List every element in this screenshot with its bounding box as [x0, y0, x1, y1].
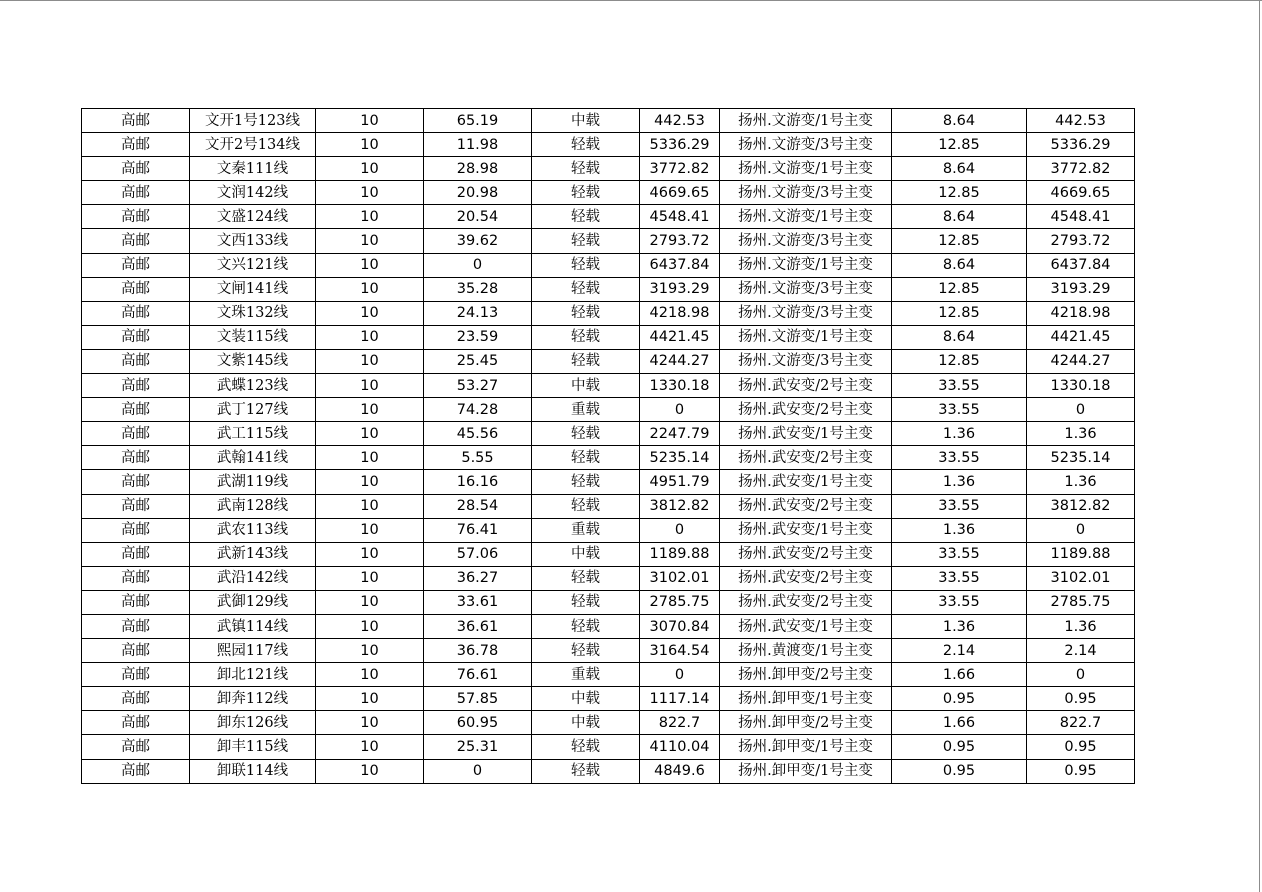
- load-status-cell: 重载: [532, 663, 640, 687]
- district-cell: 高邮: [82, 325, 190, 349]
- available-capacity-cell: 3164.54: [640, 639, 720, 663]
- voltage-cell: 10: [316, 446, 424, 470]
- open-capacity-cell: 1189.88: [1027, 542, 1135, 566]
- transformer-cell: 扬州.黄渡变/1号主变: [720, 639, 892, 663]
- voltage-cell: 10: [316, 759, 424, 783]
- page-right-border: [1259, 0, 1260, 892]
- feeder-line-cell: 武沿142线: [190, 566, 316, 590]
- load-status-cell: 轻载: [532, 759, 640, 783]
- district-cell: 高邮: [82, 253, 190, 277]
- table-row: [82, 157, 1135, 181]
- open-capacity-cell: 442.53: [1027, 109, 1135, 133]
- load-rate-cell: 28.54: [424, 494, 532, 518]
- voltage-cell: 10: [316, 422, 424, 446]
- load-status-cell: 轻载: [532, 349, 640, 373]
- voltage-cell: 10: [316, 614, 424, 638]
- voltage-cell: 10: [316, 494, 424, 518]
- open-capacity-cell: 2793.72: [1027, 229, 1135, 253]
- voltage-cell: 10: [316, 566, 424, 590]
- transformer-cell: 扬州.武安变/2号主变: [720, 590, 892, 614]
- load-status-cell: 轻载: [532, 494, 640, 518]
- available-capacity-cell: 4951.79: [640, 470, 720, 494]
- load-status-cell: 轻载: [532, 301, 640, 325]
- load-status-cell: 重载: [532, 518, 640, 542]
- feeder-line-cell: 卸北121线: [190, 663, 316, 687]
- transformer-cell: 扬州.卸甲变/1号主变: [720, 735, 892, 759]
- table-row: [82, 422, 1135, 446]
- load-status-cell: 轻载: [532, 590, 640, 614]
- load-status-cell: 轻载: [532, 422, 640, 446]
- table-row: [82, 735, 1135, 759]
- voltage-cell: 10: [316, 157, 424, 181]
- district-cell: 高邮: [82, 542, 190, 566]
- table-row: [82, 446, 1135, 470]
- transformer-cell: 扬州.文游变/3号主变: [720, 301, 892, 325]
- load-status-cell: 轻载: [532, 566, 640, 590]
- transformer-cell: 扬州.文游变/1号主变: [720, 325, 892, 349]
- load-status-cell: 中载: [532, 374, 640, 398]
- voltage-cell: 10: [316, 349, 424, 373]
- district-cell: 高邮: [82, 735, 190, 759]
- transformer-margin-cell: 1.36: [892, 614, 1027, 638]
- table-row: [82, 566, 1135, 590]
- voltage-cell: 10: [316, 663, 424, 687]
- load-status-cell: 轻载: [532, 470, 640, 494]
- voltage-cell: 10: [316, 470, 424, 494]
- transformer-margin-cell: 8.64: [892, 253, 1027, 277]
- transformer-cell: 扬州.文游变/1号主变: [720, 109, 892, 133]
- load-status-cell: 轻载: [532, 133, 640, 157]
- transformer-cell: 扬州.武安变/1号主变: [720, 470, 892, 494]
- table-row: [82, 133, 1135, 157]
- load-status-cell: 轻载: [532, 205, 640, 229]
- feeder-line-cell: 武工115线: [190, 422, 316, 446]
- load-rate-cell: 65.19: [424, 109, 532, 133]
- transformer-margin-cell: 0.95: [892, 687, 1027, 711]
- transformer-margin-cell: 8.64: [892, 109, 1027, 133]
- load-rate-cell: 45.56: [424, 422, 532, 446]
- transformer-cell: 扬州.卸甲变/1号主变: [720, 687, 892, 711]
- feeder-line-cell: 武南128线: [190, 494, 316, 518]
- feeder-line-cell: 熙园117线: [190, 639, 316, 663]
- district-cell: 高邮: [82, 687, 190, 711]
- district-cell: 高邮: [82, 229, 190, 253]
- transformer-margin-cell: 1.66: [892, 663, 1027, 687]
- load-rate-cell: 0: [424, 253, 532, 277]
- available-capacity-cell: 3193.29: [640, 277, 720, 301]
- table-row: [82, 301, 1135, 325]
- feeder-line-cell: 文西133线: [190, 229, 316, 253]
- voltage-cell: 10: [316, 518, 424, 542]
- table-row: [82, 639, 1135, 663]
- district-cell: 高邮: [82, 157, 190, 181]
- table-row: [82, 542, 1135, 566]
- transformer-margin-cell: 8.64: [892, 325, 1027, 349]
- voltage-cell: 10: [316, 711, 424, 735]
- district-cell: 高邮: [82, 301, 190, 325]
- district-cell: 高邮: [82, 133, 190, 157]
- district-cell: 高邮: [82, 181, 190, 205]
- voltage-cell: 10: [316, 639, 424, 663]
- available-capacity-cell: 2793.72: [640, 229, 720, 253]
- table-row: [82, 494, 1135, 518]
- load-rate-cell: 24.13: [424, 301, 532, 325]
- district-cell: 高邮: [82, 639, 190, 663]
- district-cell: 高邮: [82, 349, 190, 373]
- open-capacity-cell: 6437.84: [1027, 253, 1135, 277]
- load-rate-cell: 76.41: [424, 518, 532, 542]
- available-capacity-cell: 1330.18: [640, 374, 720, 398]
- load-status-cell: 中载: [532, 542, 640, 566]
- transformer-margin-cell: 12.85: [892, 301, 1027, 325]
- load-rate-cell: 35.28: [424, 277, 532, 301]
- transformer-cell: 扬州.武安变/2号主变: [720, 446, 892, 470]
- transformer-margin-cell: 8.64: [892, 157, 1027, 181]
- feeder-line-cell: 武农113线: [190, 518, 316, 542]
- transformer-margin-cell: 33.55: [892, 398, 1027, 422]
- transformer-margin-cell: 33.55: [892, 566, 1027, 590]
- voltage-cell: 10: [316, 687, 424, 711]
- available-capacity-cell: 5235.14: [640, 446, 720, 470]
- transformer-cell: 扬州.武安变/2号主变: [720, 542, 892, 566]
- available-capacity-cell: 4849.6: [640, 759, 720, 783]
- transformer-margin-cell: 33.55: [892, 590, 1027, 614]
- open-capacity-cell: 2.14: [1027, 639, 1135, 663]
- transformer-margin-cell: 33.55: [892, 374, 1027, 398]
- load-rate-cell: 57.06: [424, 542, 532, 566]
- feeder-load-table: [81, 108, 1135, 784]
- table-row: [82, 109, 1135, 133]
- feeder-line-cell: 武丁127线: [190, 398, 316, 422]
- load-status-cell: 中载: [532, 687, 640, 711]
- table-row: [82, 398, 1135, 422]
- open-capacity-cell: 1.36: [1027, 614, 1135, 638]
- voltage-cell: 10: [316, 590, 424, 614]
- feeder-line-cell: 文秦111线: [190, 157, 316, 181]
- load-rate-cell: 60.95: [424, 711, 532, 735]
- open-capacity-cell: 3102.01: [1027, 566, 1135, 590]
- transformer-margin-cell: 1.66: [892, 711, 1027, 735]
- district-cell: 高邮: [82, 711, 190, 735]
- open-capacity-cell: 3812.82: [1027, 494, 1135, 518]
- transformer-margin-cell: 12.85: [892, 277, 1027, 301]
- available-capacity-cell: 3812.82: [640, 494, 720, 518]
- feeder-line-cell: 卸东126线: [190, 711, 316, 735]
- transformer-cell: 扬州.卸甲变/2号主变: [720, 663, 892, 687]
- voltage-cell: 10: [316, 109, 424, 133]
- transformer-cell: 扬州.武安变/2号主变: [720, 398, 892, 422]
- district-cell: 高邮: [82, 494, 190, 518]
- table-row: [82, 687, 1135, 711]
- available-capacity-cell: 1117.14: [640, 687, 720, 711]
- open-capacity-cell: 1.36: [1027, 422, 1135, 446]
- feeder-line-cell: 武翰141线: [190, 446, 316, 470]
- table-row: [82, 205, 1135, 229]
- load-rate-cell: 76.61: [424, 663, 532, 687]
- open-capacity-cell: 5336.29: [1027, 133, 1135, 157]
- transformer-cell: 扬州.武安变/1号主变: [720, 614, 892, 638]
- available-capacity-cell: 4244.27: [640, 349, 720, 373]
- transformer-margin-cell: 0.95: [892, 759, 1027, 783]
- voltage-cell: 10: [316, 277, 424, 301]
- voltage-cell: 10: [316, 398, 424, 422]
- transformer-cell: 扬州.文游变/1号主变: [720, 253, 892, 277]
- transformer-cell: 扬州.文游变/3号主变: [720, 349, 892, 373]
- available-capacity-cell: 3102.01: [640, 566, 720, 590]
- load-rate-cell: 74.28: [424, 398, 532, 422]
- table-row: [82, 277, 1135, 301]
- available-capacity-cell: 4548.41: [640, 205, 720, 229]
- transformer-margin-cell: 12.85: [892, 349, 1027, 373]
- transformer-cell: 扬州.文游变/3号主变: [720, 229, 892, 253]
- district-cell: 高邮: [82, 566, 190, 590]
- load-status-cell: 轻载: [532, 181, 640, 205]
- table-row: [82, 181, 1135, 205]
- transformer-cell: 扬州.文游变/3号主变: [720, 181, 892, 205]
- voltage-cell: 10: [316, 133, 424, 157]
- transformer-margin-cell: 12.85: [892, 181, 1027, 205]
- load-rate-cell: 25.31: [424, 735, 532, 759]
- available-capacity-cell: 4421.45: [640, 325, 720, 349]
- load-rate-cell: 11.98: [424, 133, 532, 157]
- open-capacity-cell: 3772.82: [1027, 157, 1135, 181]
- available-capacity-cell: 4218.98: [640, 301, 720, 325]
- feeder-line-cell: 武新143线: [190, 542, 316, 566]
- transformer-cell: 扬州.卸甲变/2号主变: [720, 711, 892, 735]
- district-cell: 高邮: [82, 759, 190, 783]
- load-status-cell: 轻载: [532, 277, 640, 301]
- transformer-margin-cell: 8.64: [892, 205, 1027, 229]
- voltage-cell: 10: [316, 253, 424, 277]
- available-capacity-cell: 442.53: [640, 109, 720, 133]
- load-rate-cell: 20.98: [424, 181, 532, 205]
- open-capacity-cell: 4548.41: [1027, 205, 1135, 229]
- table-row: [82, 325, 1135, 349]
- transformer-margin-cell: 33.55: [892, 542, 1027, 566]
- table-row: [82, 374, 1135, 398]
- load-rate-cell: 16.16: [424, 470, 532, 494]
- district-cell: 高邮: [82, 422, 190, 446]
- transformer-margin-cell: 12.85: [892, 133, 1027, 157]
- available-capacity-cell: 6437.84: [640, 253, 720, 277]
- table-row: [82, 349, 1135, 373]
- feeder-line-cell: 卸丰115线: [190, 735, 316, 759]
- available-capacity-cell: 1189.88: [640, 542, 720, 566]
- load-status-cell: 中载: [532, 711, 640, 735]
- load-status-cell: 轻载: [532, 735, 640, 759]
- table-row: [82, 614, 1135, 638]
- open-capacity-cell: 0.95: [1027, 735, 1135, 759]
- open-capacity-cell: 0: [1027, 663, 1135, 687]
- transformer-cell: 扬州.武安变/2号主变: [720, 566, 892, 590]
- available-capacity-cell: 3070.84: [640, 614, 720, 638]
- transformer-margin-cell: 33.55: [892, 446, 1027, 470]
- feeder-line-cell: 文闸141线: [190, 277, 316, 301]
- feeder-line-cell: 武御129线: [190, 590, 316, 614]
- available-capacity-cell: 822.7: [640, 711, 720, 735]
- feeder-line-cell: 卸奔112线: [190, 687, 316, 711]
- transformer-cell: 扬州.文游变/3号主变: [720, 133, 892, 157]
- voltage-cell: 10: [316, 325, 424, 349]
- load-status-cell: 轻载: [532, 157, 640, 181]
- load-rate-cell: 36.78: [424, 639, 532, 663]
- available-capacity-cell: 4110.04: [640, 735, 720, 759]
- voltage-cell: 10: [316, 542, 424, 566]
- open-capacity-cell: 4669.65: [1027, 181, 1135, 205]
- available-capacity-cell: 0: [640, 518, 720, 542]
- load-rate-cell: 28.98: [424, 157, 532, 181]
- open-capacity-cell: 1.36: [1027, 470, 1135, 494]
- transformer-cell: 扬州.文游变/1号主变: [720, 205, 892, 229]
- feeder-line-cell: 武湖119线: [190, 470, 316, 494]
- open-capacity-cell: 3193.29: [1027, 277, 1135, 301]
- load-status-cell: 轻载: [532, 446, 640, 470]
- load-rate-cell: 36.61: [424, 614, 532, 638]
- open-capacity-cell: 4244.27: [1027, 349, 1135, 373]
- feeder-line-cell: 武蝶123线: [190, 374, 316, 398]
- transformer-margin-cell: 0.95: [892, 735, 1027, 759]
- load-status-cell: 中载: [532, 109, 640, 133]
- available-capacity-cell: 3772.82: [640, 157, 720, 181]
- transformer-cell: 扬州.卸甲变/1号主变: [720, 759, 892, 783]
- open-capacity-cell: 5235.14: [1027, 446, 1135, 470]
- voltage-cell: 10: [316, 374, 424, 398]
- page-top-border: [0, 0, 1262, 1]
- load-rate-cell: 57.85: [424, 687, 532, 711]
- available-capacity-cell: 2247.79: [640, 422, 720, 446]
- table-row: [82, 759, 1135, 783]
- voltage-cell: 10: [316, 181, 424, 205]
- load-rate-cell: 53.27: [424, 374, 532, 398]
- table-row: [82, 229, 1135, 253]
- voltage-cell: 10: [316, 735, 424, 759]
- district-cell: 高邮: [82, 446, 190, 470]
- transformer-margin-cell: 1.36: [892, 470, 1027, 494]
- transformer-cell: 扬州.文游变/3号主变: [720, 277, 892, 301]
- feeder-line-cell: 文装115线: [190, 325, 316, 349]
- available-capacity-cell: 4669.65: [640, 181, 720, 205]
- feeder-line-cell: 文开1号123线: [190, 109, 316, 133]
- voltage-cell: 10: [316, 229, 424, 253]
- load-rate-cell: 39.62: [424, 229, 532, 253]
- transformer-cell: 扬州.武安变/2号主变: [720, 374, 892, 398]
- transformer-cell: 扬州.武安变/2号主变: [720, 494, 892, 518]
- available-capacity-cell: 5336.29: [640, 133, 720, 157]
- transformer-margin-cell: 33.55: [892, 494, 1027, 518]
- transformer-cell: 扬州.武安变/1号主变: [720, 422, 892, 446]
- table-row: [82, 663, 1135, 687]
- open-capacity-cell: 4421.45: [1027, 325, 1135, 349]
- table-row: [82, 711, 1135, 735]
- voltage-cell: 10: [316, 301, 424, 325]
- load-rate-cell: 5.55: [424, 446, 532, 470]
- load-rate-cell: 23.59: [424, 325, 532, 349]
- feeder-line-cell: 文兴121线: [190, 253, 316, 277]
- load-status-cell: 轻载: [532, 639, 640, 663]
- feeder-line-cell: 文盛124线: [190, 205, 316, 229]
- open-capacity-cell: 0.95: [1027, 687, 1135, 711]
- load-rate-cell: 0: [424, 759, 532, 783]
- available-capacity-cell: 0: [640, 663, 720, 687]
- available-capacity-cell: 0: [640, 398, 720, 422]
- open-capacity-cell: 1330.18: [1027, 374, 1135, 398]
- feeder-line-cell: 武镇114线: [190, 614, 316, 638]
- district-cell: 高邮: [82, 518, 190, 542]
- district-cell: 高邮: [82, 590, 190, 614]
- feeder-line-cell: 卸联114线: [190, 759, 316, 783]
- load-rate-cell: 36.27: [424, 566, 532, 590]
- table-row: [82, 253, 1135, 277]
- transformer-margin-cell: 1.36: [892, 518, 1027, 542]
- feeder-line-cell: 文珠132线: [190, 301, 316, 325]
- load-status-cell: 轻载: [532, 229, 640, 253]
- district-cell: 高邮: [82, 470, 190, 494]
- transformer-margin-cell: 1.36: [892, 422, 1027, 446]
- load-status-cell: 重载: [532, 398, 640, 422]
- table-row: [82, 590, 1135, 614]
- feeder-line-cell: 文开2号134线: [190, 133, 316, 157]
- load-rate-cell: 20.54: [424, 205, 532, 229]
- voltage-cell: 10: [316, 205, 424, 229]
- available-capacity-cell: 2785.75: [640, 590, 720, 614]
- transformer-cell: 扬州.文游变/1号主变: [720, 157, 892, 181]
- load-rate-cell: 33.61: [424, 590, 532, 614]
- open-capacity-cell: 0: [1027, 398, 1135, 422]
- feeder-line-cell: 文润142线: [190, 181, 316, 205]
- load-status-cell: 轻载: [532, 614, 640, 638]
- load-status-cell: 轻载: [532, 325, 640, 349]
- open-capacity-cell: 0: [1027, 518, 1135, 542]
- open-capacity-cell: 2785.75: [1027, 590, 1135, 614]
- open-capacity-cell: 4218.98: [1027, 301, 1135, 325]
- district-cell: 高邮: [82, 374, 190, 398]
- district-cell: 高邮: [82, 663, 190, 687]
- transformer-cell: 扬州.武安变/1号主变: [720, 518, 892, 542]
- district-cell: 高邮: [82, 614, 190, 638]
- transformer-margin-cell: 2.14: [892, 639, 1027, 663]
- load-rate-cell: 25.45: [424, 349, 532, 373]
- table-row: [82, 518, 1135, 542]
- district-cell: 高邮: [82, 398, 190, 422]
- load-status-cell: 轻载: [532, 253, 640, 277]
- district-cell: 高邮: [82, 109, 190, 133]
- district-cell: 高邮: [82, 205, 190, 229]
- feeder-line-cell: 文紫145线: [190, 349, 316, 373]
- table-row: [82, 470, 1135, 494]
- transformer-margin-cell: 12.85: [892, 229, 1027, 253]
- district-cell: 高邮: [82, 277, 190, 301]
- open-capacity-cell: 822.7: [1027, 711, 1135, 735]
- open-capacity-cell: 0.95: [1027, 759, 1135, 783]
